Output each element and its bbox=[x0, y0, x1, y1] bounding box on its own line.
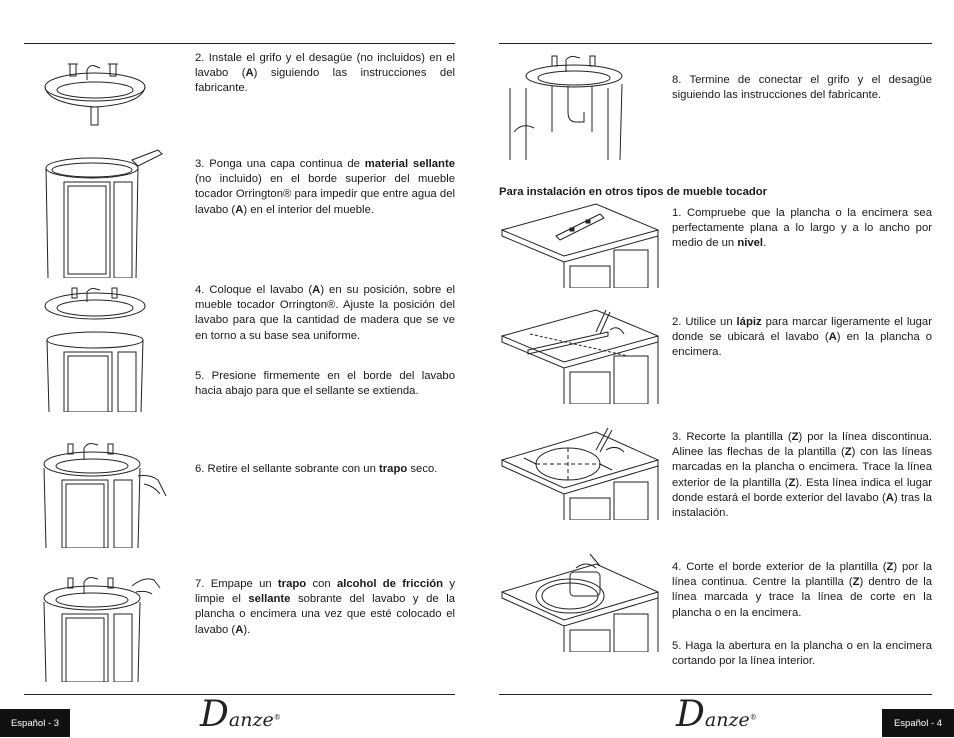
danze-logo-right: Danze® bbox=[676, 694, 757, 735]
bold-term: lápiz bbox=[736, 316, 762, 328]
bold-term: nivel bbox=[737, 237, 764, 250]
text-run: 1. Compruebe que la plancha o la encimera sea perfectamente plana a lo largo y a lo ancho por medio de un bbox=[672, 207, 932, 250]
text-run: seco. bbox=[407, 463, 438, 475]
text-run: ) en la plancha o encimera. bbox=[672, 331, 932, 359]
text-run: 7. Empape un bbox=[195, 578, 278, 590]
text-run: 5. Haga la abertura en la plancha o en la encimera cortando por la línea interior. bbox=[672, 640, 932, 668]
text-run: ) por la línea continua. Centre la plantilla ( bbox=[672, 561, 932, 589]
text-run: ) con las líneas marcadas en la plancha o encimera. Trace la línea exterior de la plantilla ( bbox=[672, 446, 932, 489]
step-r4-text bbox=[672, 560, 932, 621]
step-r5-text bbox=[672, 639, 932, 669]
text-run: . bbox=[763, 237, 767, 250]
bold-term: A bbox=[235, 623, 244, 636]
text-run: 4. Coloque el lavabo ( bbox=[195, 284, 313, 296]
text-run: para marcar ligeramente el lugar donde se ubicará el lavabo ( bbox=[672, 316, 932, 344]
text-run: ) dentro de la línea marcada y trace la línea de corte en la plancha o en la encimera. bbox=[672, 576, 932, 619]
bold-term: Z bbox=[886, 561, 894, 573]
sink-alcohol-wipe-icon bbox=[40, 570, 165, 682]
text-run: 3. Ponga una capa continua de bbox=[195, 158, 365, 170]
text-run: ). Esta línea indica el lugar donde estará el borde exterior del lavabo ( bbox=[672, 476, 933, 504]
bold-term: A bbox=[312, 284, 321, 296]
bold-term: A bbox=[885, 491, 894, 504]
section-heading: Para instalación en otros tipos de mueble tocador bbox=[499, 186, 768, 198]
text-run: (no incluido) en el borde superior del mueble tocador Orrington® para impedir que entre agua del lavabo ( bbox=[195, 173, 455, 216]
sink-on-cabinet-icon bbox=[40, 282, 160, 412]
danze-logo-left: Danze® bbox=[200, 694, 281, 735]
step-r1-text bbox=[672, 206, 932, 252]
step-7-text bbox=[195, 577, 455, 638]
bold-term: A bbox=[245, 67, 254, 80]
text-run: sobrante del lavabo y de la plancha o encimera una vez que esté colocado el lavabo ( bbox=[195, 593, 455, 636]
countertop-level-icon bbox=[500, 200, 660, 288]
vanity-cabinet-icon bbox=[40, 148, 165, 278]
text-run: y limpie el bbox=[195, 578, 455, 606]
text-run: 2. Utilice un bbox=[672, 316, 737, 328]
step-8-text bbox=[672, 73, 932, 103]
bold-term: Z bbox=[788, 476, 796, 489]
step-2-text bbox=[195, 51, 455, 97]
text-run: ) por la línea discontinua. Alinee las flechas de la plantilla ( bbox=[672, 431, 932, 459]
text-run: 5. Presione firmemente en el borde del lavabo hacia abajo para que el sellante se extienda. bbox=[195, 370, 455, 398]
text-run: ) tras la instalación. bbox=[672, 491, 932, 520]
page-number-right: Español - 4 bbox=[882, 709, 954, 737]
text-run: 2. Instale el grifo y el desagüe (no incluidos) en el lavabo ( bbox=[195, 52, 455, 80]
step-r2-text bbox=[672, 315, 932, 361]
sink-wipe-icon bbox=[40, 436, 170, 548]
text-run: ). bbox=[243, 623, 251, 636]
bold-term: Z bbox=[844, 446, 852, 459]
bold-term: A bbox=[828, 331, 837, 344]
text-run: 8. Termine de conectar el grifo y el desagüe siguiendo las instrucciones del fabricante. bbox=[672, 74, 932, 102]
step-r3-text bbox=[672, 430, 932, 521]
text-run: ) siguiendo las instrucciones del fabricante. bbox=[195, 67, 455, 95]
bold-term: sellante bbox=[248, 593, 291, 606]
countertop-template-icon bbox=[500, 420, 660, 520]
text-run: ) en el interior del mueble. bbox=[243, 203, 374, 216]
page-number-left: Español - 3 bbox=[0, 709, 70, 737]
top-rule-left bbox=[24, 43, 455, 44]
step-6-text bbox=[195, 462, 455, 477]
text-run: con bbox=[306, 578, 337, 590]
bold-term: Z bbox=[791, 431, 799, 443]
sink-plumbing-icon bbox=[504, 52, 629, 162]
text-run: ) en su posición, sobre el mueble tocador Orrington®. Ajuste la posición del lavabo para que la cantidad de madera que se ve en torno a su base sea uniforme. bbox=[195, 284, 456, 342]
bold-term: alcohol de fricción bbox=[336, 578, 444, 590]
step-5-text bbox=[195, 369, 455, 399]
sink-faucet-icon bbox=[40, 52, 150, 132]
text-run: 6. Retire el sellante sobrante con un bbox=[195, 463, 379, 475]
step-4-text bbox=[195, 283, 455, 344]
text-run: 4. Corte el borde exterior de la plantilla ( bbox=[672, 561, 887, 573]
countertop-pencil-icon bbox=[500, 304, 660, 404]
bold-term: A bbox=[235, 203, 244, 216]
bold-term: trapo bbox=[379, 463, 408, 475]
bold-term: material sellante bbox=[364, 158, 455, 170]
text-run: 3. Recorte la plantilla ( bbox=[672, 431, 792, 443]
step-3-text bbox=[195, 157, 455, 218]
bold-term: trapo bbox=[277, 578, 307, 590]
countertop-jigsaw-icon bbox=[500, 552, 660, 652]
top-rule-right bbox=[499, 43, 932, 44]
bold-term: Z bbox=[852, 576, 860, 589]
